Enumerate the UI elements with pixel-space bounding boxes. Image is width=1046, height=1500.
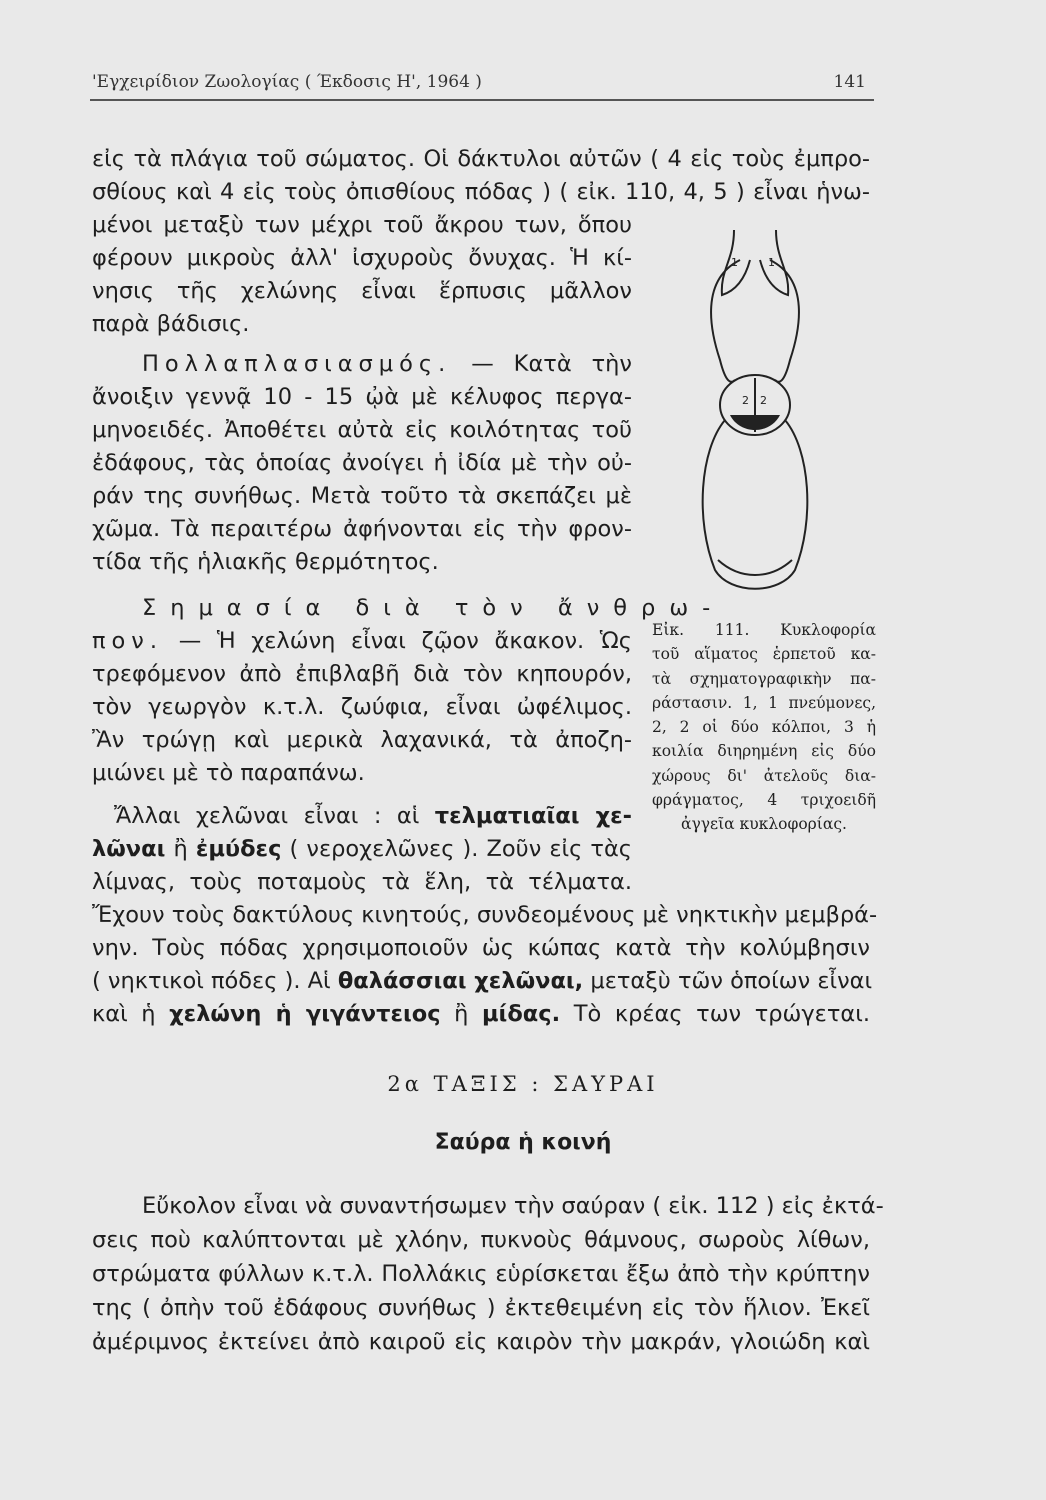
text-line <box>92 833 632 865</box>
text-line: τίδα τῆς ἡλιακῆς θερμότητος. <box>92 549 439 575</box>
label-atrium-left: 2 <box>742 394 749 407</box>
text-fragment: μεταξὺ τῶν ὁποίων εἶναι <box>590 968 873 994</box>
caption-line: ράστασιν. 1, 1 πνεύμονες, <box>652 693 876 712</box>
caption-line: τὰ σχηματογραφικὴν πα- <box>652 669 876 688</box>
class-heading: 2α ΤΑΞΙΣ : ΣΑΥΡΑΙ <box>387 1072 659 1096</box>
text-line: στρώματα φύλλων κ.τ.λ. Πολλάκις εὑρίσκεται ἔξω ἀπὸ τὴν κρύπτην <box>92 1261 870 1287</box>
section-heading-reproduction: Πολλαπλασιασμός. <box>142 351 452 377</box>
text-fragment: ἢ <box>173 836 188 862</box>
text-line: Ἔχουν τοὺς δακτύλους κινητούς, συνδεομένους μὲ νηκτικὴν μεμβρά- <box>92 902 878 928</box>
text-fragment: ( νεροχελῶνες ). Ζοῦν εἰς τὰς <box>289 836 633 862</box>
text-line: φέρουν μικροὺς ἀλλ' ἰσχυροὺς ὄνυχας. Ἡ κί- <box>92 245 632 271</box>
text-line: λίμνας, τοὺς ποταμοὺς τὰ ἕλη, τὰ τέλματα. <box>92 869 632 895</box>
species-heading: Σαύρα ἡ κοινή <box>434 1130 612 1155</box>
term-giant-turtle: χελώνη ἡ γιγάντειος <box>169 1001 441 1027</box>
text-fragment: Ἄλλαι χελῶναι εἶναι : αἱ <box>114 803 420 829</box>
text-line: τὸν γεωργὸν κ.τ.λ. ζωύφια, εἶναι ὠφέλιμος. <box>92 694 632 720</box>
term-emydes: ἐμύδες <box>195 836 282 862</box>
section-heading-importance-cont: πον. <box>92 628 164 654</box>
caption-line: χώρους δι' ἀτελοῦς δια- <box>652 766 876 785</box>
text-line: Ἂν τρώγῃ καὶ μερικὰ λαχανικά, τὰ ἀποζη- <box>92 727 632 753</box>
text-fragment: ἢ <box>454 1001 469 1027</box>
caption-line: κοιλία διηρημένη εἰς δύο <box>652 742 876 761</box>
text-line <box>92 625 632 657</box>
page-number: 141 <box>833 72 866 92</box>
term-marsh-turtles-cont: λῶναι <box>92 836 166 862</box>
term-midas: μίδας. <box>482 1001 561 1027</box>
label-lung-right: 1 <box>768 256 775 269</box>
term-marsh-turtles: τελματιαῖαι χε- <box>434 803 632 829</box>
text-line: μηνοειδές. Ἀποθέτει αὐτὰ εἰς κοιλότητας τοῦ <box>92 417 632 443</box>
text-line: παρὰ βάδισις. <box>92 311 250 337</box>
text-line: τρεφόμενον ἀπὸ ἐπιβλαβῆ διὰ τὸν κηπουρόν, <box>92 661 632 687</box>
text-line: χῶμα. Τὰ περαιτέρω ἀφήνονται εἰς τὴν φρον- <box>92 516 632 542</box>
book-title: 'Εγχειρίδιον Ζωολογίας ( Έκδοσις Η', 1964 ) <box>92 72 482 92</box>
caption-line: τοῦ αἵματος ἑρπετοῦ κα- <box>652 645 876 664</box>
text-line: ἀμέριμνος ἐκτείνει ἀπὸ καιροῦ εἰς καιρὸν τὴν μακράν, γλοιώδη καὶ <box>92 1329 870 1355</box>
text-line <box>92 800 632 832</box>
circulation-diagram <box>690 220 820 600</box>
text-line: μένοι μεταξὺ των μέχρι τοῦ ἄκρου των, ὅπου <box>92 212 632 238</box>
text-fragment: Τὸ κρέας των τρώγεται. <box>573 1001 870 1027</box>
text-line: Εὔκολον εἶναι νὰ συναντήσωμεν τὴν σαύραν ( εἰκ. 112 ) εἰς ἐκτά- <box>142 1193 884 1219</box>
text-line: μιώνει μὲ τὸ παραπάνω. <box>92 760 365 786</box>
text-line <box>92 998 870 1030</box>
text-fragment: ( νηκτικοὶ πόδες ). Αἱ <box>92 968 331 994</box>
figure-caption <box>652 618 876 837</box>
text-line: της ( ὀπὴν τοῦ ἐδάφους συνήθως ) ἐκτεθειμένη εἰς τὸν ἥλιον. Ἐκεῖ <box>92 1295 870 1321</box>
term-sea-turtles: θαλάσσιαι χελῶναι, <box>337 968 584 994</box>
text-line: σθίους καὶ 4 εἰς τοὺς ὀπισθίους πόδας ) ( εἰκ. 110, 4, 5 ) εἶναι ἡνω- <box>92 179 870 205</box>
running-header <box>92 72 874 92</box>
text-line: ἐδάφους, τὰς ὁποίας ἀνοίγει ἡ ἰδία μὲ τὴν οὐ- <box>92 450 632 476</box>
header-rule <box>90 99 874 101</box>
text-fragment: — Κατὰ τὴν <box>471 351 632 377</box>
text-line: ράν της συνήθως. Μετὰ τοῦτο τὰ σκεπάζει μὲ <box>92 483 632 509</box>
caption-line: ἀγγεῖα κυκλοφορίας. <box>681 815 847 834</box>
text-line: νην. Τοὺς πόδας χρησιμοποιοῦν ὡς κώπας κατὰ τὴν κολύμβησιν <box>92 935 870 961</box>
text-line: σεις ποὺ καλύπτονται μὲ χλόην, πυκνοὺς θάμνους, σωροὺς λίθων, <box>92 1227 870 1253</box>
text-line: εἰς τὰ πλάγια τοῦ σώματος. Οἱ δάκτυλοι αὐτῶν ( 4 εἰς τοὺς ἐμπρο- <box>92 146 870 172</box>
text-line <box>92 965 873 997</box>
text-fragment: καὶ ἡ <box>92 1001 156 1027</box>
caption-line: φράγματος, 4 τριχοειδῆ <box>652 791 876 810</box>
text-line: ἄνοιξιν γεννᾷ 10 - 15 ᾠὰ μὲ κέλυφος περγα- <box>92 384 632 410</box>
text-line <box>92 348 632 380</box>
caption-line: Εἰκ. 111. Κυκλοφορία <box>652 621 876 639</box>
text-fragment: — Ἡ χελώνη εἶναι ζῷον ἄκακον. Ὡς <box>178 628 632 654</box>
caption-line: 2, 2 οἱ δύο κόλποι, 3 ἡ <box>652 718 876 737</box>
label-atrium-right: 2 <box>760 394 767 407</box>
label-lung-left: 1 <box>731 256 738 269</box>
section-heading-importance: Σημασία διὰ τὸν ἄνθρω- <box>142 595 725 621</box>
text-line: νησις τῆς χελώνης εἶναι ἕρπυσις μᾶλλον <box>92 278 632 304</box>
